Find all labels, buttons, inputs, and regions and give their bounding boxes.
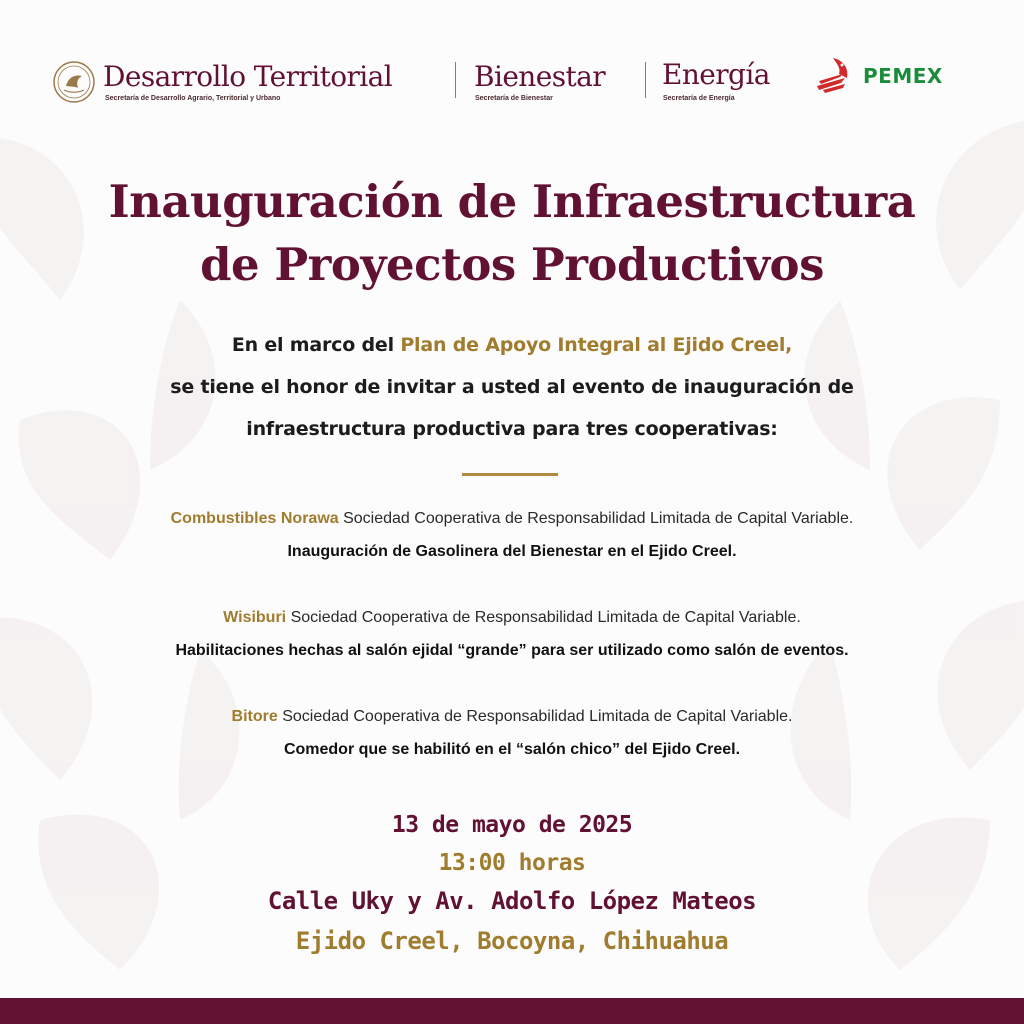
page-title-line-2: de Proyectos Productivos bbox=[200, 238, 824, 291]
event-address: Calle Uky y Av. Adolfo López Mateos bbox=[267, 887, 757, 915]
cooperative-entry bbox=[0, 510, 1024, 528]
pemex-name: PEMEX bbox=[863, 64, 943, 88]
cooperative-name: Wisiburi bbox=[223, 609, 287, 626]
energia-subtitle: Secretaría de Energía bbox=[663, 95, 735, 102]
cooperative-entry bbox=[0, 609, 1024, 627]
cooperative-entry bbox=[0, 708, 1024, 726]
cooperative-description: Habilitaciones hechas al salón ejidal “grande” para ser utilizado como salón de eventos. bbox=[175, 642, 849, 659]
bienestar-name: Bienestar bbox=[474, 60, 606, 93]
intro-line-2: se tiene el honor de invitar a usted al evento de inauguración de bbox=[170, 376, 854, 398]
bienestar-logo bbox=[474, 58, 644, 108]
pemex-logo bbox=[815, 54, 965, 98]
plan-name-highlight: Plan de Apoyo Integral al Ejido Creel, bbox=[400, 334, 793, 356]
energia-logo bbox=[662, 58, 792, 108]
cooperative-description: Inauguración de Gasolinera del Bienestar en el Ejido Creel. bbox=[287, 543, 737, 560]
cooperative-type: Sociedad Cooperativa de Responsabilidad Limitada de Capital Variable. bbox=[286, 609, 801, 626]
cooperative-name: Combustibles Norawa bbox=[170, 510, 339, 527]
cooperative-type: Sociedad Cooperativa de Responsabilidad Limitada de Capital Variable. bbox=[338, 510, 854, 527]
desarrollo-territorial-name: Desarrollo Territorial bbox=[103, 60, 393, 93]
event-time: 13:00 horas bbox=[438, 850, 586, 876]
event-date: 13 de mayo de 2025 bbox=[391, 812, 633, 838]
section-divider bbox=[462, 473, 558, 476]
event-place: Ejido Creel, Bocoyna, Chihuahua bbox=[295, 927, 729, 955]
logo-divider bbox=[455, 62, 456, 98]
cooperative-description: Comedor que se habilitó en el “salón chico” del Ejido Creel. bbox=[283, 741, 741, 758]
intro-line-3: infraestructura productiva para tres cooperativas: bbox=[246, 418, 778, 440]
desarrollo-territorial-logo bbox=[52, 58, 442, 108]
desarrollo-territorial-subtitle: Secretaría de Desarrollo Agrario, Territorial y Urbano bbox=[105, 95, 281, 102]
cooperative-name: Bitore bbox=[231, 708, 278, 725]
page-title-line-1: Inauguración de Infraestructura bbox=[108, 175, 916, 228]
mexico-coat-of-arms-icon bbox=[52, 60, 96, 104]
intro-line-1 bbox=[0, 334, 1024, 356]
energia-name: Energía bbox=[662, 58, 770, 91]
cooperative-type: Sociedad Cooperativa de Responsabilidad Limitada de Capital Variable. bbox=[277, 708, 793, 725]
bienestar-subtitle: Secretaría de Bienestar bbox=[475, 95, 553, 102]
logo-divider bbox=[645, 62, 646, 98]
pemex-eagle-icon bbox=[815, 56, 857, 94]
intro-prefix: En el marco del bbox=[231, 334, 401, 356]
